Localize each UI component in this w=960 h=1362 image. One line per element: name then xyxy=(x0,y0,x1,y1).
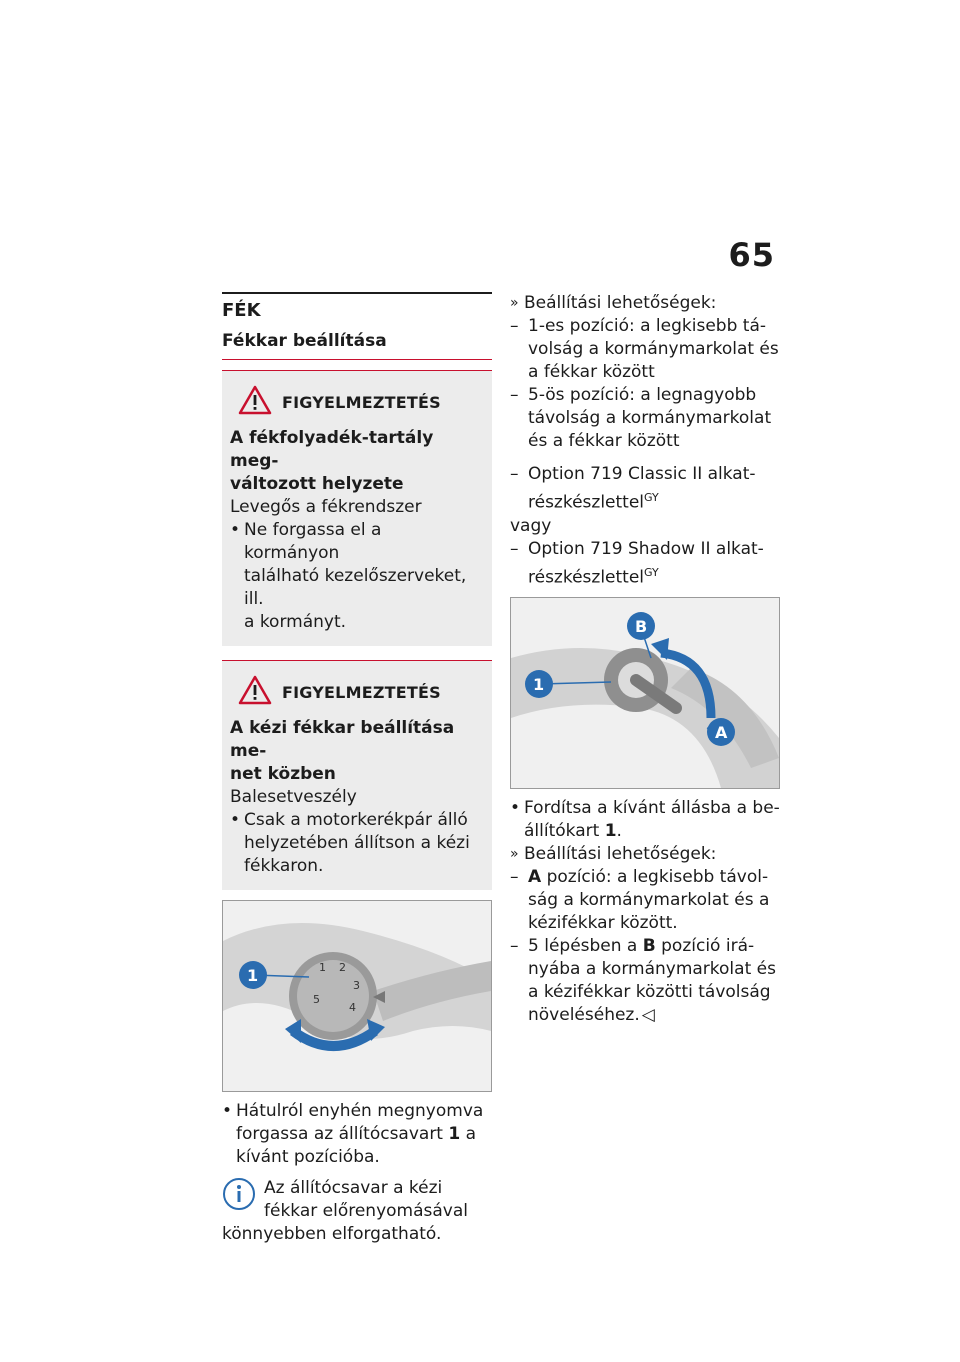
section-title: FÉK xyxy=(222,300,261,321)
brake-lever-illustration xyxy=(223,901,491,1091)
option-item: – 5-ös pozíció: a legnagyobb xyxy=(510,385,757,405)
warning-label: FIGYELMEZTETÉS xyxy=(282,682,441,702)
svg-text:3: 3 xyxy=(353,979,360,992)
warning-title-line: A kézi fékkar beállítása me- xyxy=(230,718,455,761)
callout-a: A xyxy=(715,723,728,743)
warning-title-line: A fékfolyadék-tartály meg- xyxy=(230,428,434,471)
callout-1: 1 xyxy=(247,966,259,985)
option-item: – 1-es pozíció: a legkisebb tá- xyxy=(510,316,766,336)
svg-text:4: 4 xyxy=(349,1001,356,1014)
option-package: – Option 719 Classic II alkat- xyxy=(510,464,756,484)
callout-1: 1 xyxy=(533,675,545,695)
info-note: Az állítócsavar a kézi fékkar előrenyomásával xyxy=(222,1177,492,1223)
warning-triangle-icon xyxy=(238,675,272,709)
subsection-title: Fékkar beállítása xyxy=(222,331,492,360)
lever-dial-figure xyxy=(510,597,780,789)
step-bullet: • Hátulról enyhén megnyomva xyxy=(222,1101,484,1121)
option-item: – 5 lépésben a B pozíció irá- xyxy=(510,936,755,957)
warning-bullet: • Ne forgassa el a kormányon xyxy=(230,520,382,563)
warning-triangle-icon xyxy=(238,385,272,419)
warning-text: Levegős a fékrendszer xyxy=(230,497,422,517)
result-line: » Beállítási lehetőségek: xyxy=(510,844,717,865)
result-line: » Beállítási lehetőségek: xyxy=(510,293,717,313)
warning-box-1: FIGYELMEZTETÉS A fékfolyadék-tartály meg- változott helyzete Levegős a fékrendszer • Ne forgassa el a kormányon található kezelőszerveket, ill. a kormányt. xyxy=(222,370,492,646)
callout-b: B xyxy=(635,617,648,637)
svg-text:5: 5 xyxy=(313,993,320,1006)
end-mark-icon: ◁ xyxy=(641,1005,655,1026)
page-number: 65 xyxy=(728,236,775,274)
option-package: – Option 719 Shadow II alkat- xyxy=(510,538,764,559)
or-text: vagy xyxy=(510,515,552,536)
svg-text:1: 1 xyxy=(319,961,326,974)
svg-text:2: 2 xyxy=(339,961,346,974)
warning-bullet: • Csak a motorkerékpár álló xyxy=(230,810,468,830)
step-bullet: • Fordítsa a kívánt állásba a be- xyxy=(510,798,780,819)
warning-title-line: net közben xyxy=(230,764,336,784)
option-item: – A pozíció: a legkisebb távol- xyxy=(510,867,769,888)
warning-text: Balesetveszély xyxy=(230,787,357,807)
left-column: FÉK Fékkar beállítása FIGYELMEZTETÉS A fékfolyadék-tartály meg- változott helyzete Levegős a fékrendszer • Ne forgassa el a kormányon található kezelőszerveket, ill. a kormányt. FIGYELMEZTETÉS A kézi fékkar beállítása me- net közben Balesetveszély • Csak a motorkerékpár álló helyzetében állítson a kézi fékkaron. 1 2 3 4 5 1 • Hátulról enyhén megnyomva forgassa az állítócsavart 1 a kívánt pozícióba. Az állítócsavar a kézi fékkar előrenyomásával könnyebben elforgatható. xyxy=(222,292,492,1246)
adjuster-lever-illustration xyxy=(511,598,779,788)
warning-box-2: FIGYELMEZTETÉS A kézi fékkar beállítása me- net közben Balesetveszély • Csak a motorkerékpár álló helyzetében állítson a kézi fékkaron. xyxy=(222,660,492,890)
lever-adjuster-figure xyxy=(222,900,492,1092)
warning-title-line: változott helyzete xyxy=(230,474,404,494)
top-rule xyxy=(222,292,492,294)
warning-label: FIGYELMEZTETÉS xyxy=(282,392,441,412)
info-icon xyxy=(222,1177,264,1223)
right-column: » Beállítási lehetőségek: – 1-es pozíció: a legkisebb tá- volság a kormánymarkolat és a fékkar között – 5-ös pozíció: a legnagyobb távolság a kormánymarkolat és a fékkar között – Option 719 Classic II alkat- részkészlettel$^{GY}$ vagy – Option 719 Shadow II alkat- részkészlettel$^{GY}$ 1 B A • Fordítsa a kívánt állásba a be- állítókart 1. » Beállítási lehetőségek: – A pozíció: a legkisebb távol- ság a kormánymarkolat és a kézifékkar között. – 5 lépésben a B pozíció irá- nyába a kormánymarkolat és a kézifékkar közötti távolság növeléséhez. ◁ xyxy=(510,293,780,1026)
